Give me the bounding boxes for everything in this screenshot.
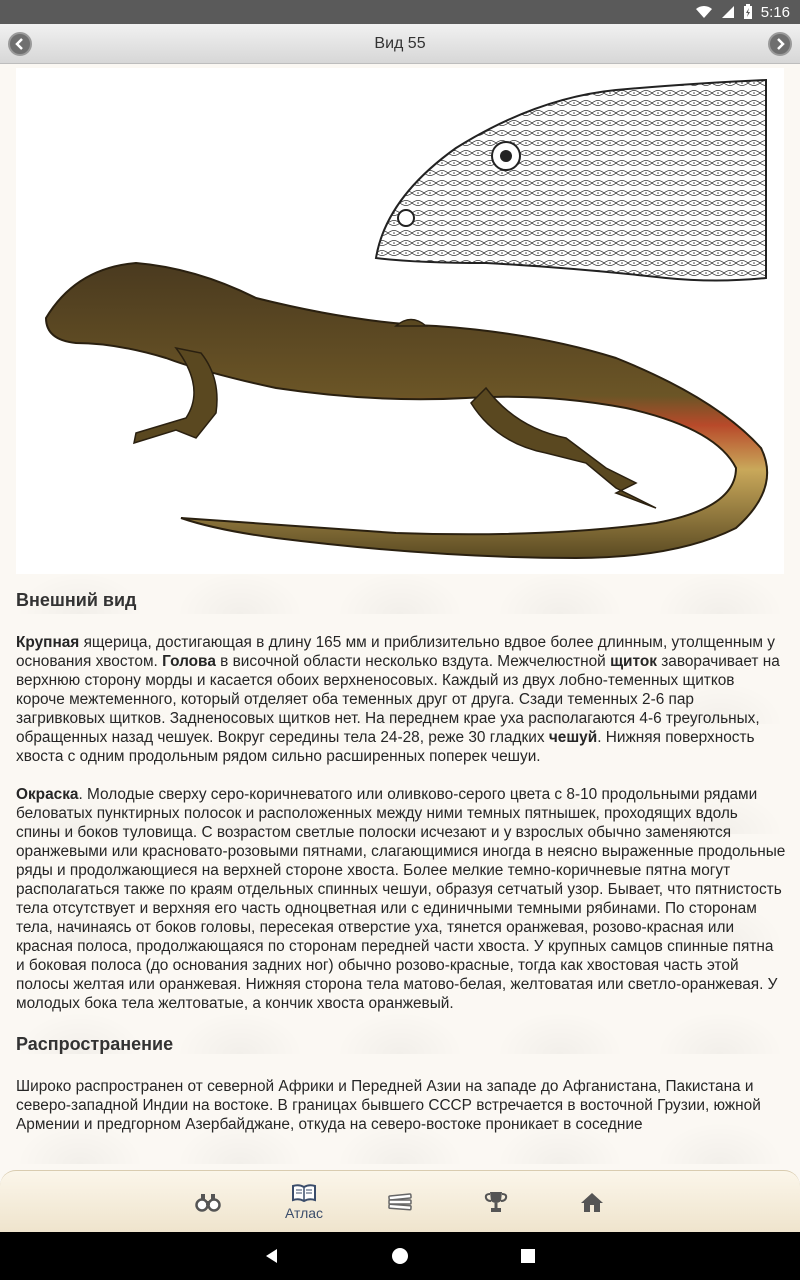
lizard-illustration xyxy=(16,68,784,574)
bold-term: щиток xyxy=(610,653,657,670)
tab-home[interactable] xyxy=(544,1171,640,1233)
bold-term: Крупная xyxy=(16,634,80,651)
back-icon[interactable] xyxy=(263,1247,281,1265)
wifi-icon xyxy=(695,5,713,19)
signal-icon xyxy=(721,5,735,19)
head-sketch xyxy=(376,80,766,281)
status-bar xyxy=(0,0,800,24)
tab-atlas-label: Атлас xyxy=(284,1205,324,1221)
binoculars-icon xyxy=(195,1192,221,1212)
tab-library[interactable] xyxy=(352,1171,448,1233)
chevron-left-icon xyxy=(14,38,26,50)
text-run: . Молодые сверху серо-коричневатого или оливково-серого цвета с 8-10 продольными рядами беловатых пунктирных полосок и расположенных между ними темных пятнышек, проходящих вдоль спины и боков туловища. С возрастом светлые полоски исчезают и у взрослых обычно заменяются оранжевыми или красновато-розовыми пятнами, слагающимися иногда в неясно выраженные продольные ряды и продолжающиеся на верхней стороне хвоста. Более мелкие темно-коричневые пятна могут располагаться также по краям отдельных спинных чешуи, образуя сетчатый узор. Бывает, что пятнистость тела отсутствует и верхняя его часть одноцветная или с единичными темными рябинами. По сторонам тела, начинаясь от боков головы, пересекая отверстие уха, тянется оранжевая, розово-красная или красная полоса, продолжающаяся по сторонам передней части хвоста. У крупных самцов спинные пятна и боковая полоса (до основания задних ног) обычно розово-красные, тогда как хвостовая часть этой полосы желтая или оранжевая. Нижняя сторона тела матово-белая, желтоватая или светло-оранжевая. У молодых бока тела желтоватые, а кончик хвоста оранжевый. xyxy=(16,786,786,1012)
bold-term: чешуй xyxy=(548,729,598,746)
recents-icon[interactable] xyxy=(519,1247,537,1265)
text-run: Широко распространен от северной Африки и Передней Азии на западе до Афганистана, Пакистана и северо-западной Индии на востоке. В границах бывшего СССР встречается в восточной Грузии, южной Армении и предгорном Азербайджане, откуда на северо-востоке проникает в соседние xyxy=(16,1078,761,1133)
tab-achievements[interactable] xyxy=(448,1171,544,1233)
text-run: ящерица, достигающая в длину 165 мм и приблизительно вдвое более длинным, утолщенным у основания хвостом. xyxy=(16,634,775,670)
text-run: заворачивает на верхнюю сторону морды и касается обоих верхненосовых. Каждый из двух лобно-теменных щитков короче межтеменного, который отделяет оба теменных друг от друга. Сзади теменных 2-6 пар загривковых щитков. Задненосовых щитков нет. На переднем крае уха располагаются 4-6 треугольных, обращенных назад чешуек. Вокруг середины тела 24-28, реже 30 гладких xyxy=(16,653,780,746)
heading-appearance: Внешний вид xyxy=(16,590,137,610)
text-run: . Нижняя поверхность хвоста с одним продольным рядом сильно расширенных поперек чешуи. xyxy=(16,729,755,765)
trophy-icon xyxy=(483,1190,509,1214)
bottom-tab-bar xyxy=(0,1170,800,1232)
bold-term: Окраска xyxy=(16,786,79,803)
paragraph-appearance xyxy=(16,633,786,766)
tab-atlas[interactable] xyxy=(256,1171,352,1233)
next-button[interactable] xyxy=(768,32,792,56)
bold-term: Голова xyxy=(162,653,216,670)
status-time: 5:16 xyxy=(760,3,790,21)
text-run: в височной области несколько вздута. Межчелюстной xyxy=(215,653,611,670)
page-title: Вид 55 xyxy=(374,34,426,52)
book-icon xyxy=(291,1183,317,1203)
home-circle-icon[interactable] xyxy=(391,1247,409,1265)
system-navigation-bar xyxy=(0,1232,800,1280)
title-bar xyxy=(0,24,800,64)
heading-distribution: Распространение xyxy=(16,1034,174,1054)
paragraph-coloration xyxy=(16,785,786,1013)
content-scroll[interactable] xyxy=(0,64,800,1170)
article xyxy=(16,588,786,1153)
books-stack-icon xyxy=(387,1192,413,1212)
lizard-body xyxy=(46,263,767,558)
home-icon xyxy=(579,1191,605,1213)
battery-icon xyxy=(743,4,753,20)
tab-search[interactable] xyxy=(160,1171,256,1233)
previous-button[interactable] xyxy=(8,32,32,56)
paragraph-distribution xyxy=(16,1077,786,1134)
chevron-right-icon xyxy=(774,38,786,50)
